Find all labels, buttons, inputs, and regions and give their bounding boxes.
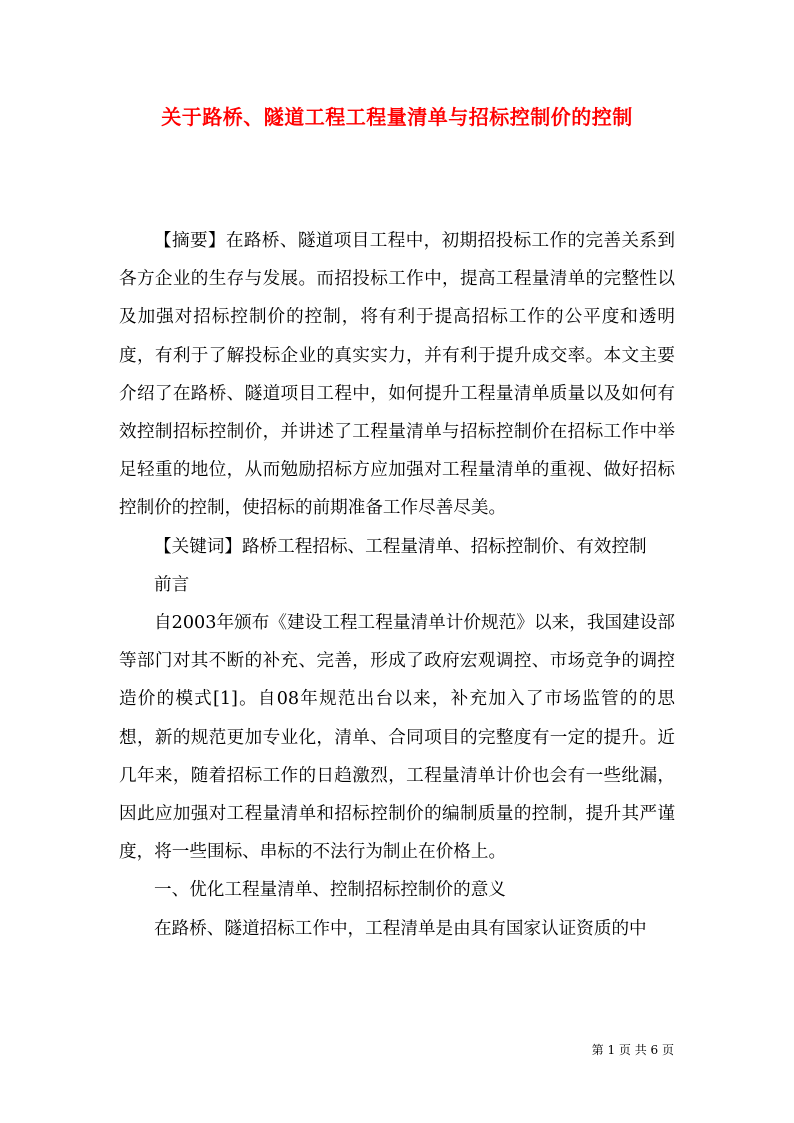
- document-body: [119, 222, 675, 948]
- document-title: 关于路桥、隧道工程工程量清单与招标控制价的控制: [161, 105, 633, 129]
- page-number: 第 1 页 共 6 页: [591, 1043, 674, 1057]
- keywords-line: 【关键词】路桥工程招标、工程量清单、招标控制价、有效控制: [154, 536, 647, 557]
- abstract-paragraph: 【摘要】在路桥、隧道项目工程中，初期招投标工作的完善关系到各方企业的生存与发展。而招投标工作中，提高工程量清单的完整性以及加强对招标控制价的控制，将有利于提高招标工作的公平度和透明度，有利于了解投标企业的真实实力，并有利于提升成交率。本文主要介绍了在路桥、隧道项目工程中，如何提升工程量清单质量以及如何有效控制招标控制价，并讲述了工程量清单与招标控制价在招标工作中举足轻重的地位，从而勉励招标方应加强对工程量清单的重视、做好招标控制价的控制，使招标的前期准备工作尽善尽美。: [119, 231, 675, 519]
- preface-paragraph: 自2003年颁布《建设工程工程量清单计价规范》以来，我国建设部等部门对其不断的补充、完善，形成了政府宏观调控、市场竞争的调控造价的模式[1]。自08年规范出台以来，补充加入了市场监管的的思想，新的规范更加专业化，清单、合同项目的完整度有一定的提升。近几年来，随着招标工作的日趋激烈，工程量清单计价也会有一些纰漏，因此应加强对工程量清单和招标控制价的编制质量的控制，提升其严谨度，将一些围标、串标的不法行为制止在价格上。: [119, 613, 675, 863]
- section-heading-preface: 前言: [154, 574, 190, 595]
- section-one-paragraph: 在路桥、隧道招标工作中，工程清单是由具有国家认证资质的中: [154, 918, 647, 939]
- section-heading-one: 一、优化工程量清单、控制招标控制价的意义: [154, 880, 506, 901]
